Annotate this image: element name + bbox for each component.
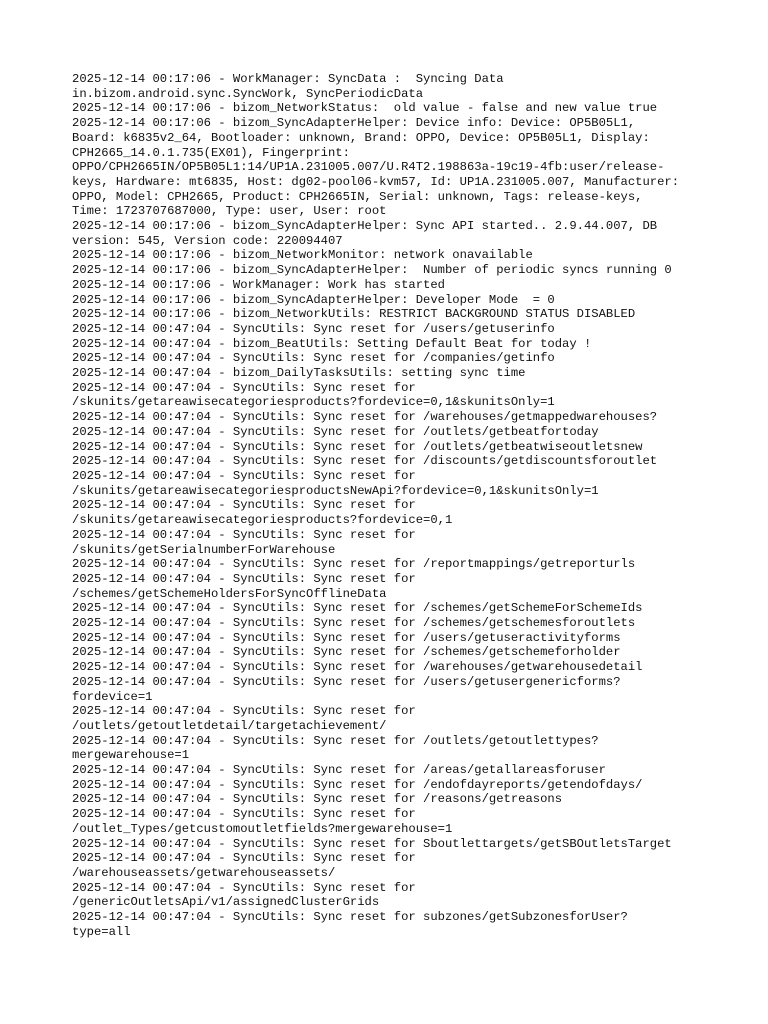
log-line: 2025-12-14 00:47:04 - SyncUtils: Sync reset for Sboutlettargets/getSBOutletsTarget bbox=[72, 836, 672, 851]
log-line: 2025-12-14 00:47:04 - SyncUtils: Sync reset for bbox=[72, 468, 416, 483]
log-line: 2025-12-14 00:47:04 - SyncUtils: Sync reset for /areas/getallareasforuser bbox=[72, 763, 606, 778]
log-line: 2025-12-14 00:47:04 - SyncUtils: Sync reset for bbox=[72, 527, 416, 542]
log-line: fordevice=1 bbox=[72, 689, 153, 704]
log-line: version: 545, Version code: 220094407 bbox=[72, 233, 343, 248]
log-line: 2025-12-14 00:17:06 - WorkManager: Work has started bbox=[72, 277, 445, 292]
log-line: 2025-12-14 00:47:04 - SyncUtils: Sync reset for /outlets/getbeatfortoday bbox=[72, 424, 599, 439]
log-line: 2025-12-14 00:17:06 - bizom_SyncAdapterHelper: Device info: Device: OP5B05L1, bbox=[72, 116, 636, 131]
log-line: 2025-12-14 00:47:04 - SyncUtils: Sync reset for bbox=[72, 851, 416, 866]
log-document bbox=[72, 72, 704, 939]
log-line: /skunits/getareawisecategoriesproductsNewApi?fordevice=0,1&skunitsOnly=1 bbox=[72, 483, 599, 498]
log-line: 2025-12-14 00:47:04 - SyncUtils: Sync reset for bbox=[72, 880, 416, 895]
log-line: type=all bbox=[72, 924, 131, 939]
log-line: 2025-12-14 00:47:04 - bizom_DailyTasksUtils: setting sync time bbox=[72, 366, 526, 381]
log-line: 2025-12-14 00:17:06 - bizom_NetworkStatus: old value - false and new value true bbox=[72, 101, 658, 116]
log-line: 2025-12-14 00:47:04 - SyncUtils: Sync reset for bbox=[72, 807, 416, 822]
log-line: /outlets/getoutletdetail/targetachievement/ bbox=[72, 718, 387, 733]
log-line: 2025-12-14 00:17:06 - bizom_SyncAdapterHelper: Number of periodic syncs running 0 bbox=[72, 263, 672, 278]
log-line: 2025-12-14 00:47:04 - SyncUtils: Sync reset for /users/getusergenericforms? bbox=[72, 674, 621, 689]
log-line: 2025-12-14 00:17:06 - WorkManager: SyncData : Syncing Data bbox=[72, 72, 504, 86]
log-line: Board: k6835v2_64, Bootloader: unknown, Brand: OPPO, Device: OP5B05L1, Display: bbox=[72, 130, 650, 145]
log-line: in.bizom.android.sync.SyncWork, SyncPeriodicData bbox=[72, 86, 424, 101]
log-line: 2025-12-14 00:47:04 - SyncUtils: Sync reset for /outlets/getoutlettypes? bbox=[72, 733, 599, 748]
log-line: /schemes/getSchemeHoldersForSyncOfflineData bbox=[72, 586, 387, 601]
log-line: 2025-12-14 00:47:04 - SyncUtils: Sync reset for /reportmappings/getreporturls bbox=[72, 557, 636, 572]
log-line: Time: 1723707687000, Type: user, User: root bbox=[72, 204, 387, 219]
log-line: /skunits/getareawisecategoriesproducts?fordevice=0,1&skunitsOnly=1 bbox=[72, 395, 555, 410]
log-line: /skunits/getareawisecategoriesproducts?fordevice=0,1 bbox=[72, 513, 453, 528]
log-line: 2025-12-14 00:47:04 - SyncUtils: Sync reset for bbox=[72, 498, 416, 513]
log-line: 2025-12-14 00:47:04 - SyncUtils: Sync reset for /schemes/getschemesforoutlets bbox=[72, 616, 636, 631]
log-line: 2025-12-14 00:47:04 - SyncUtils: Sync reset for bbox=[72, 704, 416, 719]
log-line: 2025-12-14 00:47:04 - SyncUtils: Sync reset for /discounts/getdiscountsforoutlet bbox=[72, 454, 658, 469]
log-line: 2025-12-14 00:47:04 - SyncUtils: Sync reset for /reasons/getreasons bbox=[72, 792, 563, 807]
log-line: /skunits/getSerialnumberForWarehouse bbox=[72, 542, 336, 557]
log-line: /outlet_Types/getcustomoutletfields?mergewarehouse=1 bbox=[72, 821, 453, 836]
log-line: OPPO, Model: CPH2665, Product: CPH2665IN, Serial: unknown, Tags: release-keys, bbox=[72, 189, 643, 204]
log-line: 2025-12-14 00:47:04 - SyncUtils: Sync reset for /users/getuserinfo bbox=[72, 321, 555, 336]
log-line: 2025-12-14 00:17:06 - bizom_NetworkUtils: RESTRICT BACKGROUND STATUS DISABLED bbox=[72, 307, 636, 322]
log-line: 2025-12-14 00:47:04 - SyncUtils: Sync reset for /users/getuseractivityforms bbox=[72, 630, 621, 645]
log-line: 2025-12-14 00:47:04 - SyncUtils: Sync reset for subzones/getSubzonesforUser? bbox=[72, 910, 628, 925]
log-line: 2025-12-14 00:47:04 - SyncUtils: Sync reset for bbox=[72, 571, 416, 586]
log-line: /warehouseassets/getwarehouseassets/ bbox=[72, 865, 336, 880]
log-line: keys, Hardware: mt6835, Host: dg02-pool06-kvm57, Id: UP1A.231005.007, Manufacturer: bbox=[72, 174, 680, 189]
log-line: 2025-12-14 00:17:06 - bizom_SyncAdapterHelper: Developer Mode = 0 bbox=[72, 292, 555, 307]
log-line: OPPO/CPH2665IN/OP5B05L1:14/UP1A.231005.007/U.R4T2.198863a-19c19-4fb:user/release- bbox=[72, 160, 665, 175]
log-line: /genericOutletsApi/v1/assignedClusterGrids bbox=[72, 895, 380, 910]
log-line: 2025-12-14 00:47:04 - SyncUtils: Sync reset for /warehouses/getmappedwarehouses? bbox=[72, 410, 658, 425]
log-line: 2025-12-14 00:47:04 - SyncUtils: Sync reset for /companies/getinfo bbox=[72, 351, 555, 366]
log-line: CPH2665_14.0.1.735(EX01), Fingerprint: bbox=[72, 145, 350, 160]
log-line: mergewarehouse=1 bbox=[72, 748, 190, 763]
log-line: 2025-12-14 00:47:04 - SyncUtils: Sync reset for /schemes/getSchemeForSchemeIds bbox=[72, 601, 643, 616]
log-body bbox=[72, 72, 704, 939]
log-line: 2025-12-14 00:47:04 - SyncUtils: Sync reset for /schemes/getschemeforholder bbox=[72, 645, 621, 660]
log-line: 2025-12-14 00:47:04 - SyncUtils: Sync reset for /outlets/getbeatwiseoutletsnew bbox=[72, 439, 643, 454]
log-line: 2025-12-14 00:47:04 - SyncUtils: Sync reset for /warehouses/getwarehousedetail bbox=[72, 660, 643, 675]
log-line: 2025-12-14 00:47:04 - bizom_BeatUtils: Setting Default Beat for today ! bbox=[72, 336, 592, 351]
log-line: 2025-12-14 00:17:06 - bizom_SyncAdapterHelper: Sync API started.. 2.9.44.007, DB bbox=[72, 219, 658, 234]
log-line: 2025-12-14 00:17:06 - bizom_NetworkMonitor: network onavailable bbox=[72, 248, 533, 263]
log-line: 2025-12-14 00:47:04 - SyncUtils: Sync reset for bbox=[72, 380, 416, 395]
log-line: 2025-12-14 00:47:04 - SyncUtils: Sync reset for /endofdayreports/getendofdays/ bbox=[72, 777, 643, 792]
